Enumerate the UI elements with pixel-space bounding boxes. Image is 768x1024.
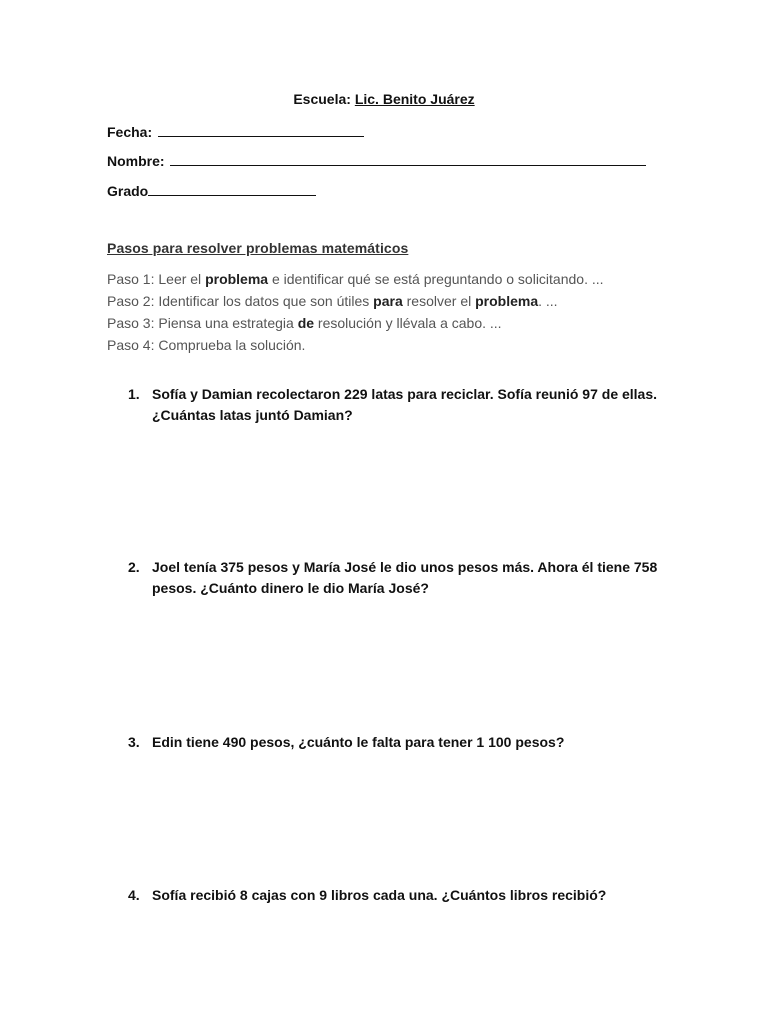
step-text: Paso 2: Identificar los datos que son útiles [107, 293, 374, 309]
step-text: Paso 3: Piensa una estrategia [107, 315, 298, 331]
problem-item [128, 885, 668, 906]
problem-number: 4. [128, 887, 140, 903]
step-item [107, 290, 604, 312]
problem-number: 1. [128, 386, 140, 402]
steps-list [107, 268, 604, 356]
step-item [107, 268, 604, 290]
step-text: resolver el [402, 293, 476, 309]
step-text: . ... [538, 293, 558, 309]
date-label: Fecha: [107, 124, 153, 140]
problem-text: Sofía recibió 8 cajas con 9 libros cada una. ¿Cuántos libros recibió? [152, 887, 607, 903]
step-bold-text: problema [475, 293, 539, 309]
date-field [107, 122, 364, 140]
school-line [0, 91, 768, 107]
problem-item [128, 732, 668, 753]
step-bold-text: problema [205, 271, 269, 287]
problem-text: Edin tiene 490 pesos, ¿cuánto le falta para tener 1 100 pesos? [152, 734, 565, 750]
school-name: Lic. Benito Juárez [354, 91, 475, 107]
step-text: resolución y llévala a cabo. ... [314, 315, 502, 331]
steps-title: Pasos para resolver problemas matemáticos [107, 240, 409, 256]
step-text: Paso 4: Comprueba la solución. [107, 337, 306, 353]
problem-text: Joel tenía 375 pesos y María José le dio unos pesos más. Ahora él tiene 758 pesos. ¿Cuánto dinero le dio María José? [152, 559, 658, 596]
step-bold-text: para [373, 293, 403, 309]
step-text: e identificar qué se está preguntando o solicitando. ... [268, 271, 604, 287]
name-field [107, 151, 646, 169]
problem-text: Sofía y Damian recolectaron 229 latas para reciclar. Sofía reunió 97 de ellas. ¿Cuántas latas juntó Damian? [152, 386, 658, 423]
step-bold-text: de [297, 315, 315, 331]
step-text: Paso 1: Leer el [107, 271, 206, 287]
problem-number: 2. [128, 559, 140, 575]
grade-label: Grado [107, 183, 149, 199]
name-label: Nombre: [107, 153, 165, 169]
grade-blank[interactable] [148, 181, 316, 196]
name-blank[interactable] [170, 151, 646, 166]
school-label: Escuela: [293, 91, 351, 107]
problem-number: 3. [128, 734, 140, 750]
date-blank[interactable] [158, 122, 364, 137]
problem-item [128, 557, 668, 599]
grade-field [107, 181, 316, 199]
step-item [107, 334, 604, 356]
step-item [107, 312, 604, 334]
problem-item [128, 384, 668, 426]
